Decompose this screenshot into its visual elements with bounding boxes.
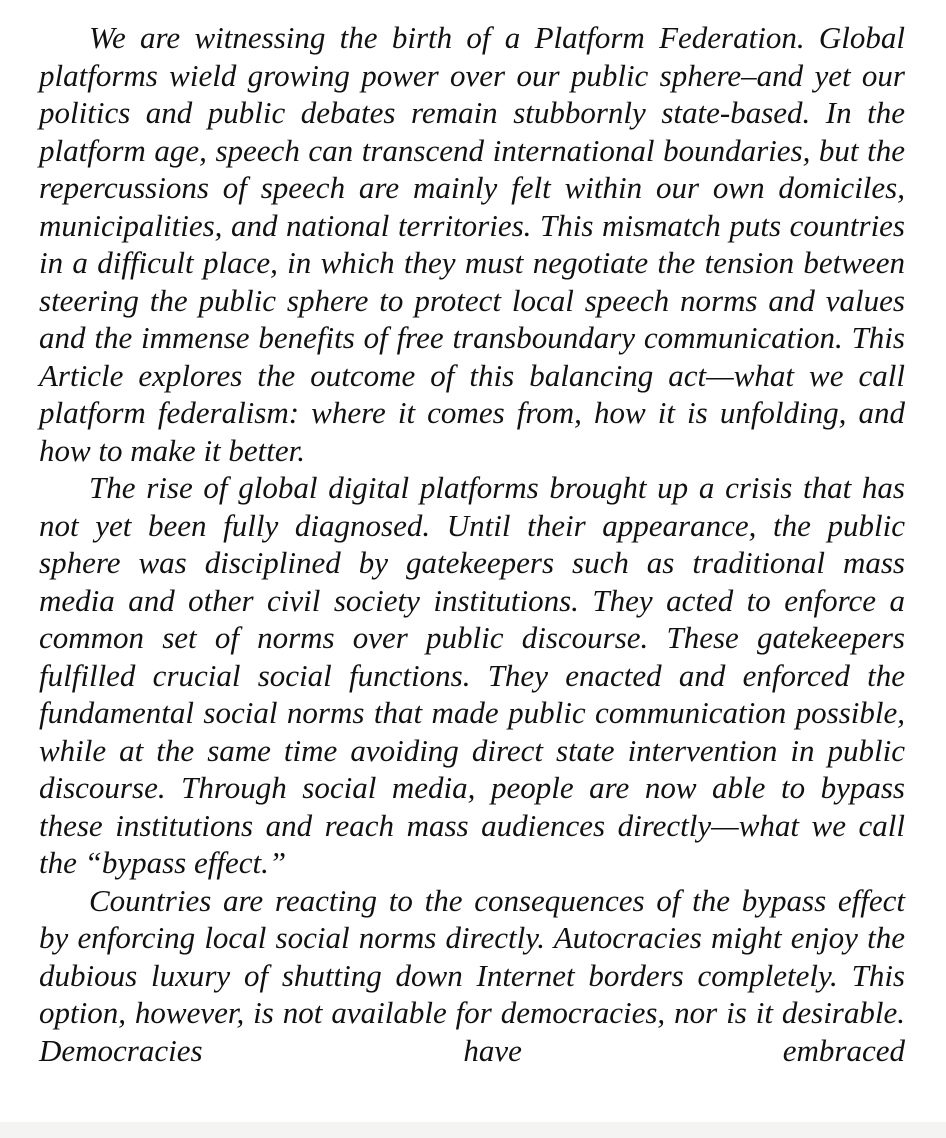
paragraph-intro: We are witnessing the birth of a Platform Federation. Global platforms wield growing power over our public sphere–and yet our politics and public debates remain stubbornly state-based. In the platform age, speech can transcend international boundaries, but the repercussions of speech are mainly felt within our own domiciles, municipalities, and national territories. This mismatch puts countries in a difficult place, in which they must negotiate the tension between steering the public sphere to protect local speech norms and values and the immense benefits of free transboundary communication. This Article explores the outcome of this balancing act—what we call platform federalism: where it comes from, how it is unfolding, and how to make it better. (39, 20, 905, 468)
document-body (39, 19, 905, 1069)
paragraph-country-reactions: Countries are reacting to the consequences of the bypass effect by enforcing local social norms directly. Autocracies might enjoy the dubious luxury of shutting down Internet borders completely. This option, however, is not available for democracies, nor is it desirable. Democracies have embraced (39, 882, 905, 1068)
paragraph-bypass-effect: The rise of global digital platforms brought up a crisis that has not yet been fully diagnosed. Until their appearance, the public sphere was disciplined by gatekeepers such as traditional mass media and other civil society institutions. They acted to enforce a common set of norms over public discourse. These gatekeepers fulfilled crucial social functions. They enacted and enforced the fundamental social norms that made public communication possible, while at the same time avoiding direct state intervention in public discourse. Through social media, people are now able to bypass these institutions and reach mass audiences directly—what we call the “bypass effect.” (39, 470, 905, 880)
page-bottom-edge (0, 1122, 946, 1138)
